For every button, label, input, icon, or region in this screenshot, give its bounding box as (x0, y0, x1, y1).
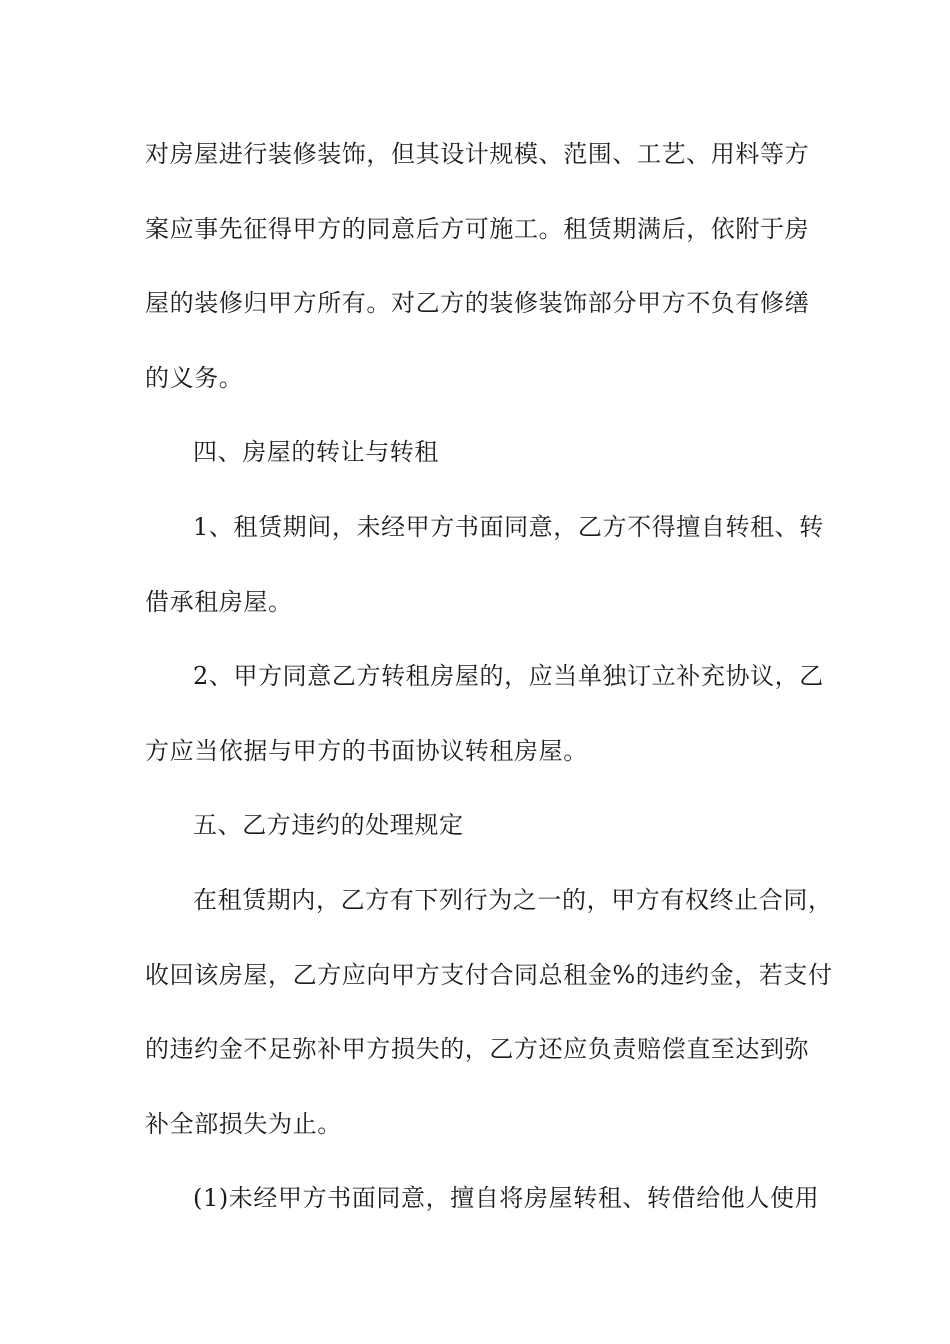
section-heading: 五、乙方违约的处理规定 (193, 811, 464, 840)
text-line: 2、甲方同意乙方转租房屋的，应当单独订立补充协议，乙 (193, 662, 824, 691)
text-line: 在租赁期内，乙方有下列行为之一的，甲方有权终止合同， (193, 885, 833, 914)
text-line: 借承租房屋。 (145, 587, 293, 616)
text-line: (1)未经甲方书面同意，擅自将房屋转租、转借给他人使用 (193, 1184, 820, 1213)
document-body (145, 131, 833, 1250)
text-line: 屋的装修归甲方所有。对乙方的装修装饰部分甲方不负有修缮 (145, 289, 810, 318)
text-line: 案应事先征得甲方的同意后方可施工。租赁期满后，依附于房 (145, 214, 810, 243)
text-line: 1、租赁期间，未经甲方书面同意，乙方不得擅自转租、转 (193, 512, 824, 541)
text-line: 补全部损失为止。 (145, 1109, 342, 1138)
section-heading: 四、房屋的转让与转租 (193, 438, 439, 467)
text-line: 的义务。 (145, 363, 244, 392)
text-line: 方应当依据与甲方的书面协议转租房屋。 (145, 736, 588, 765)
text-line: 收回该房屋，乙方应向甲方支付合同总租金%的违约金，若支付 (145, 960, 833, 989)
text-line: 对房屋进行装修装饰，但其设计规模、范围、工艺、用料等方 (145, 140, 810, 168)
text-line: 的违约金不足弥补甲方损失的，乙方还应负责赔偿直至达到弥 (145, 1035, 810, 1064)
